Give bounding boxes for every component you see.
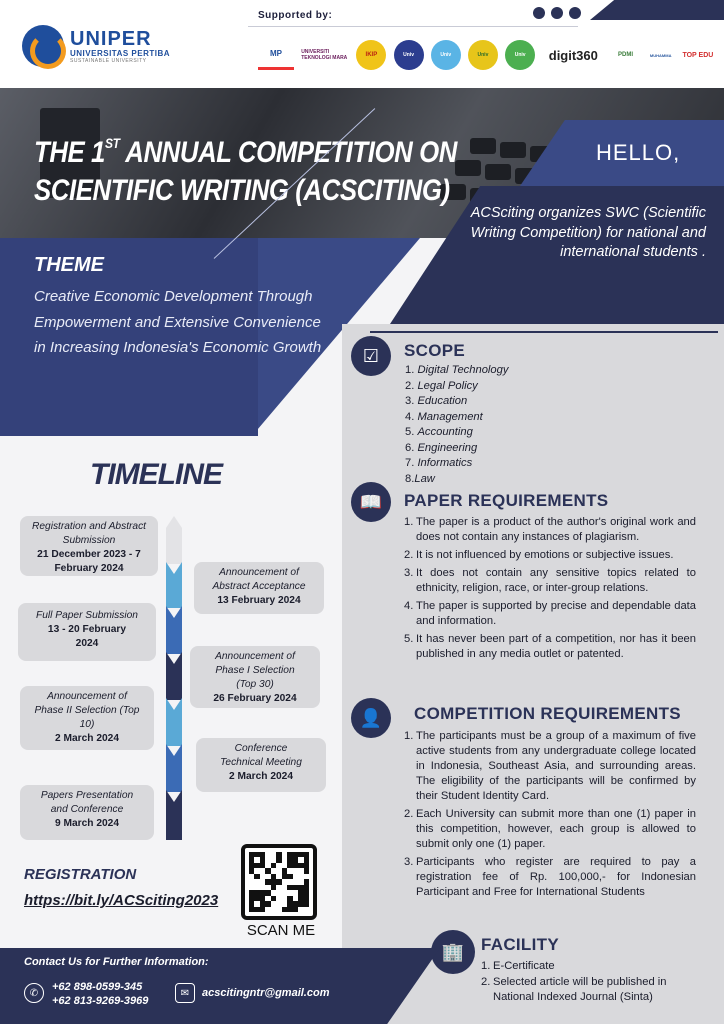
timeline-event <box>196 738 326 792</box>
item-text: Each University can submit more than one (1) paper in this competition, however, each group is allowed to submit only one (1) paper. <box>416 808 696 850</box>
timeline-segment <box>166 606 182 654</box>
title-text: ANNUAL COMPETITION ON <box>119 136 457 169</box>
competition-requirements-title: COMPETITION REQUIREMENTS <box>414 704 681 723</box>
dot-icon <box>551 7 563 19</box>
logo-tagline: SUSTAINABLE UNIVERSITY <box>70 57 147 64</box>
item-number: 1. <box>404 730 414 742</box>
item-text: Digital Technology <box>417 364 509 376</box>
sponsor-logo: MP <box>258 40 294 70</box>
timeline-title: TIMELINE <box>90 458 222 491</box>
list-item <box>404 566 696 596</box>
sponsor-logo: PDMI <box>618 52 633 58</box>
dot-icon <box>533 7 545 19</box>
dot-icon <box>569 7 581 19</box>
timeline-event <box>20 516 158 576</box>
event-label: Papers Presentation and Conference <box>40 790 134 815</box>
registration-title: REGISTRATION <box>24 866 137 883</box>
list-item <box>404 729 696 804</box>
timeline-event <box>20 686 154 750</box>
item-text: It has never been part of a competition, nor has it been published in any media outlet or patented. <box>416 633 696 660</box>
item-text: E-Certificate <box>493 960 555 972</box>
divider <box>370 331 718 333</box>
item-number: 3. <box>404 567 414 579</box>
item-text: It does not contain any sensitive topics related to ethnicity, religion, race, or inter-group relations. <box>416 567 696 594</box>
event-label: Announcement of Phase II Selection (Top 10) <box>34 691 140 730</box>
sponsor-logo: Univ <box>468 40 498 70</box>
item-number: 5. <box>405 426 415 438</box>
item-number: 1. <box>404 516 414 528</box>
paper-requirements-title: PAPER REQUIREMENTS <box>404 491 609 510</box>
sponsor-logo: Univ <box>505 40 535 70</box>
hello-text: HELLO, <box>596 140 681 165</box>
timeline-event <box>20 785 154 840</box>
paper-requirements-list <box>404 515 696 665</box>
phone-icon: ✆ <box>24 983 44 1003</box>
email-address[interactable]: acscitingntr@gmail.com <box>202 987 330 999</box>
event-date: 2 March 2024 <box>55 733 119 744</box>
timeline-event <box>194 562 324 614</box>
list-item <box>404 807 696 852</box>
list-item <box>481 959 703 975</box>
divider <box>248 26 578 27</box>
scope-title: SCOPE <box>404 341 466 360</box>
list-item <box>405 441 508 457</box>
item-number: 3. <box>405 395 415 407</box>
list-item <box>405 379 508 395</box>
list-item <box>405 425 508 441</box>
university-logo <box>22 22 212 70</box>
list-item <box>405 472 508 488</box>
event-date: 26 February 2024 <box>213 693 297 704</box>
logo-name: UNIPER <box>70 27 152 50</box>
phone-number[interactable]: +62 813-9269-3969 <box>52 995 149 1007</box>
competition-requirements-list <box>404 729 696 903</box>
sponsor-logo: IKIP <box>356 40 386 70</box>
phone-number[interactable]: +62 898-0599-345 <box>52 981 143 993</box>
sponsor-logo: UNIVERSITI TEKNOLOGI MARA <box>301 49 348 61</box>
timeline-event <box>18 603 156 661</box>
event-date: 9 March 2024 <box>55 818 119 829</box>
item-text: The participants must be a group of a maximum of five active students from any undergraduate college located in Indonesia, Southeast Asia, and surrounding areas. The eligibility of the participants will be confirmed by their Student Identity Card. <box>416 730 696 802</box>
item-number: 7. <box>405 457 415 469</box>
event-label: Conference Technical Meeting <box>220 743 302 768</box>
list-item <box>404 548 696 563</box>
item-number: 8. <box>405 472 415 485</box>
item-number: 4. <box>405 410 415 423</box>
list-item <box>405 456 508 472</box>
book-icon: 📖 <box>351 482 391 522</box>
building-icon: 🏢 <box>431 930 475 974</box>
scope-list <box>405 363 508 487</box>
item-text: It is not influenced by emotions or subjective issues. <box>416 549 674 561</box>
sponsor-logo: digit360 <box>548 47 598 63</box>
timeline-arrow-icon <box>166 516 182 528</box>
list-item <box>404 855 696 900</box>
sponsor-logos <box>258 36 714 74</box>
item-text: Engineering <box>417 441 478 454</box>
list-item <box>405 363 508 379</box>
item-text: Informatics <box>417 457 473 469</box>
qr-pattern-icon <box>249 852 309 912</box>
decor-dots <box>533 7 581 19</box>
timeline-segment <box>166 698 182 746</box>
scan-me-label: SCAN ME <box>246 922 316 939</box>
timeline-segment <box>166 744 182 792</box>
item-number: 6. <box>405 441 415 454</box>
event-date: 13 - 20 February 2024 <box>47 624 127 649</box>
contact-title: Contact Us for Further Information: <box>24 956 209 968</box>
item-text: Selected article will be published in National Indexed Journal (Sinta) <box>493 975 667 1003</box>
logo-mark-icon <box>22 25 64 67</box>
list-item <box>404 632 696 662</box>
facility-list <box>481 959 703 1006</box>
email-icon: ✉ <box>175 983 195 1003</box>
event-label: Announcement of Phase I Selection (Top 30) <box>215 651 295 690</box>
timeline-segment <box>166 528 182 564</box>
timeline-segment <box>166 790 182 840</box>
item-text: Education <box>417 395 468 407</box>
list-item <box>404 515 696 545</box>
item-number: 2. <box>404 808 414 820</box>
list-item <box>481 975 703 1006</box>
registration-link[interactable]: https://bit.ly/ACSciting2023 <box>24 892 219 909</box>
sponsor-logo: Univ <box>394 40 424 70</box>
theme-title: THEME <box>34 254 104 276</box>
theme-text: Creative Economic Development Through Empowerment and Extensive Convenience in Increasing Indonesia's Economic Growth <box>34 288 322 356</box>
list-item <box>404 599 696 629</box>
event-date: 21 December 2023 - 7 February 2024 <box>37 549 141 574</box>
item-number: 2. <box>405 379 415 392</box>
logo-subtitle: UNIVERSITAS PERTIBA <box>70 48 171 58</box>
item-number: 1. <box>481 960 491 972</box>
timeline-segment <box>166 652 182 700</box>
item-text: Legal Policy <box>417 379 478 392</box>
item-number: 2. <box>481 975 491 988</box>
title-line-2: SCIENTIFIC WRITING (ACSCITING) <box>34 174 450 207</box>
event-label: Registration and Abstract Submission <box>32 521 147 546</box>
supported-by-label: Supported by: <box>258 10 333 21</box>
event-title <box>34 124 464 210</box>
sponsor-logo: TOP EDU <box>682 51 714 59</box>
timeline-event <box>190 646 320 708</box>
sponsor-logo: MUHAMMA <box>649 52 672 58</box>
item-number: 3. <box>404 856 414 868</box>
item-number: 2. <box>404 549 414 561</box>
list-item <box>405 410 508 426</box>
list-item <box>405 394 508 410</box>
item-text: The paper is a product of the author's original work and does not contain any instances of plagiarism. <box>416 516 696 543</box>
facility-title: FACILITY <box>481 935 559 954</box>
timeline-segment <box>166 562 182 608</box>
event-label: Announcement of Abstract Acceptance <box>212 567 306 592</box>
item-number: 4. <box>404 600 414 612</box>
item-text: Law <box>414 472 435 485</box>
item-text: Participants who register are required to pay a registration fee of Rp. 100,000,- for Indonesian Participant and Free for International Students <box>416 856 696 898</box>
requirements-panel <box>342 324 724 1024</box>
event-date: 2 March 2024 <box>229 771 293 782</box>
event-date: 13 February 2024 <box>217 595 301 606</box>
event-label: Full Paper Submission <box>36 610 138 621</box>
item-number: 5. <box>404 633 414 645</box>
title-superscript: ST <box>104 135 120 151</box>
checklist-icon: ☑ <box>351 336 391 376</box>
title-text: THE 1 <box>34 136 105 169</box>
qr-code[interactable] <box>241 844 317 920</box>
sponsor-logo: Univ <box>431 40 461 70</box>
item-text: Accounting <box>417 426 473 438</box>
intro-text: ACSciting organizes SWC (Scientific Writing Competition) for national and international students . <box>470 205 706 260</box>
phone-numbers <box>52 980 148 1008</box>
user-icon: 👤 <box>351 698 391 738</box>
item-text: Management <box>417 410 483 423</box>
item-number: 1. <box>405 364 415 376</box>
item-text: The paper is supported by precise and dependable data and information. <box>416 600 696 627</box>
